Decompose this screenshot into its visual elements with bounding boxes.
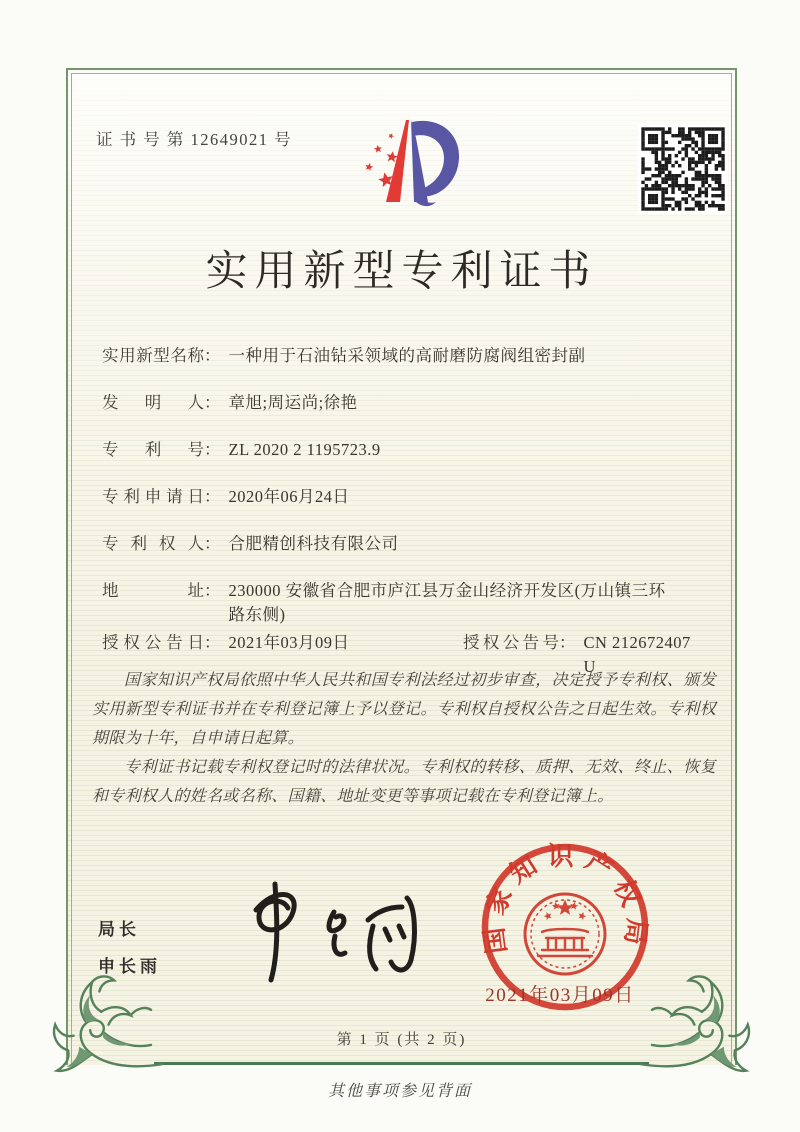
field-label: 发明人 (102, 393, 204, 412)
field-row-patent-no (102, 438, 701, 462)
official-seal (478, 840, 652, 1014)
field-value: ZL 2020 2 1195723.9 (228, 440, 381, 459)
field-colon: ： (204, 581, 221, 600)
field-colon: ： (559, 633, 576, 652)
signer-block (98, 915, 161, 977)
field-colon: ： (204, 393, 221, 412)
page-number: 第 1 页 (共 2 页) (336, 1032, 467, 1048)
field-list (102, 344, 701, 676)
field-label: 专利申请日 (102, 487, 204, 506)
certificate-frame (66, 68, 737, 1065)
qr-code-icon (638, 124, 728, 214)
field-label: 专利号 (102, 440, 204, 459)
china-national-emblem-icon (525, 894, 605, 974)
field-colon: ： (204, 487, 221, 506)
field-row-inventors (102, 391, 701, 415)
signer-title: 局长 (98, 920, 140, 939)
legal-paragraph-1: 国家知识产权局依照中华人民共和国专利法经过初步审查，决定授予专利权、颁发实用新型专利证书并在专利登记簿上予以登记。专利权自授权公告之日起生效。专利权期限为十年，自申请日起算。 (92, 672, 716, 747)
field-value: 2020年06月24日 (228, 487, 350, 506)
field-label: 授权公告日 (102, 633, 204, 652)
field-row-name (102, 344, 701, 368)
handwritten-signature-icon (218, 876, 438, 988)
field-value: CN 212672407 U (583, 633, 691, 676)
field-label: 授权公告号 (463, 633, 559, 652)
field-label: 专利权人 (102, 534, 204, 553)
field-row-filing-date (102, 485, 701, 509)
legal-paragraph-2: 专利证书记载专利权登记时的法律状况。专利权的转移、质押、无效、终止、恢复和专利权人的姓名或名称、国籍、地址变更等事项记载在专利登记簿上。 (92, 759, 716, 805)
field-colon: ： (204, 440, 221, 459)
field-row-grant (102, 631, 701, 676)
back-side-note: 其他事项参见背面 (327, 1083, 472, 1100)
signer-name: 申长雨 (98, 957, 161, 976)
seal-text: 国家知识产权局 (478, 842, 652, 956)
certificate-title: 实用新型专利证书 (205, 249, 598, 295)
field-value: 一种用于石油钻采领域的高耐磨防腐阀组密封副 (228, 346, 586, 365)
field-value: 合肥精创科技有限公司 (228, 534, 399, 553)
legal-text (92, 666, 716, 811)
cnipa-patent-logo-icon (352, 112, 468, 214)
field-value: 230000 安徽省合肥市庐江县万金山经济开发区(万山镇三环路东侧) (228, 581, 666, 624)
field-label: 实用新型名称 (102, 346, 204, 365)
field-value: 章旭;周运尚;徐艳 (228, 393, 358, 412)
field-value: 2021年03月09日 (228, 633, 350, 652)
field-row-address (102, 579, 701, 627)
corner-flourish-icon (44, 973, 164, 1079)
certificate-number: 证 书 号 第 12649021 号 (96, 130, 293, 149)
field-row-patentee (102, 532, 701, 556)
corner-flourish-icon (639, 973, 759, 1079)
seal-date: 2021年03月09日 (485, 985, 635, 1006)
field-colon: ： (204, 633, 221, 652)
field-colon: ： (204, 534, 221, 553)
bottom-border-rule (154, 1062, 649, 1065)
field-label: 地址 (102, 581, 204, 600)
field-colon: ： (204, 346, 221, 365)
